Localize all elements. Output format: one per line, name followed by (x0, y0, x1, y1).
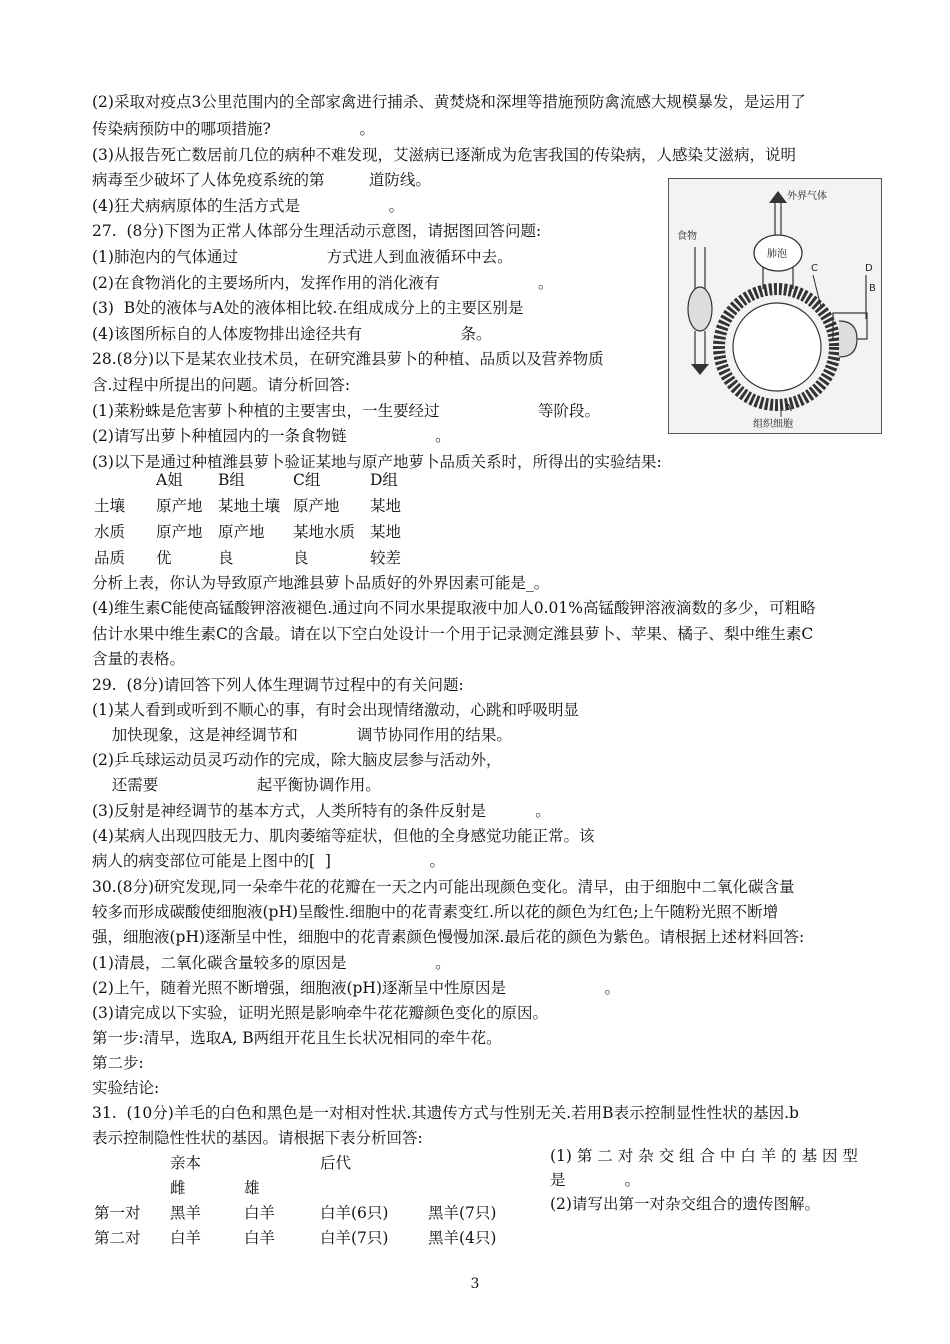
question-30-title: 30.(8分)研究发现,同一朵牵牛花的花瓣在一天之内可能出现颜色变化。清早，由于细胞中二氧化碳含量 (92, 878, 795, 896)
table-row-label: 水质 (94, 523, 126, 541)
question-29-title: 29. (8分)请回答下列人体生理调节过程中的有关问题: (92, 676, 464, 694)
table-header-cell: 后代 (320, 1154, 352, 1172)
table-cell: 白羊 (244, 1229, 276, 1247)
label-outside-gas: 外界气体 (787, 191, 827, 202)
table-header-cell: 亲本 (170, 1154, 202, 1172)
table-cell: 黑羊(7只) (428, 1204, 497, 1222)
ring-inner (733, 303, 821, 391)
text-line: (2)在食物消化的主要场所内，发挥作用的消化液有 。 (92, 274, 554, 292)
diagram-svg (669, 179, 881, 433)
table-cell: 黑羊 (170, 1204, 202, 1222)
text-line: 分析上表，你认为导致原产地潍县萝卜品质好的外界因素可能是_。 (92, 574, 550, 592)
text-line: (3)以下是通过种植潍县萝卜验证某地与原产地萝卜品质关系时，所得出的实验结果: (92, 453, 662, 471)
text-line: (4)狂犬病病原体的生活方式是 。 (92, 197, 405, 215)
text-line: 强，细胞液(pH)逐渐呈中性，细胞中的花青素颜色慢慢加深.最后花的颜色为紫色。请根据上述材料回答: (92, 928, 805, 946)
table-cell: 原产地 (218, 523, 265, 541)
table-header-cell: 雄 (244, 1179, 260, 1197)
text-line: 估计水果中维生素C的含最。请在以下空白处设计一个用于记录测定潍县萝卜、苹果、橘子、梨中维生素C (92, 625, 814, 643)
table-header-cell: D组 (370, 471, 398, 489)
table-row-label: 土壤 (94, 497, 126, 515)
text-line: 第一步:清早，选取A, B两组开花且生长状况相同的牵牛花。 (92, 1029, 502, 1047)
text-line: 第二步: (92, 1054, 144, 1072)
table-cell: 良 (218, 549, 234, 567)
text-line: (3)反射是神经调节的基本方式，人类所特有的条件反射是 。 (92, 802, 551, 820)
text-line: (4)该图所标自的人体废物排出途径共有 条。 (92, 325, 492, 343)
text-line: 病毒至少破坏了人体免疫系统的第 道防线。 (92, 171, 431, 189)
table-cell: 优 (156, 549, 172, 567)
text-line: (1)莱粉蛛是危害萝卜种植的主要害虫，一生要经过 等阶段。 (92, 402, 600, 420)
table-cell: 原产地 (156, 523, 203, 541)
table-cell: 原产地 (293, 497, 340, 515)
table-cell: 白羊 (170, 1229, 202, 1247)
label-a: A (785, 403, 792, 414)
text-line: (2)请写出萝卜种植园内的一条食物链 。 (92, 427, 451, 445)
label-b: B (869, 283, 876, 294)
table-header-cell: C组 (293, 471, 321, 489)
table-cell: 黑羊(4只) (428, 1229, 497, 1247)
table-cell: 原产地 (156, 497, 203, 515)
label-tissue-cells: 组织细胞 (753, 419, 793, 430)
text-line: 较多而形成碳酸使细胞液(pH)呈酸性.细胞中的花青素变红.所以花的颜色为红色;上午随粉光照不断增 (92, 903, 779, 921)
question-31-title: 31. (10分)羊毛的白色和黑色是一对相对性状.其遗传方式与性别无关.若用B表示控制显性性状的基因.b (92, 1104, 799, 1122)
table-cell: 某地水质 (293, 523, 356, 541)
table-cell: 白羊 (244, 1204, 276, 1222)
text-line: (4)某病人出现四肢无力、肌肉萎缩等症状，但他的全身感觉功能正常。该 (92, 827, 595, 845)
text-line: 还需要 起平衡协调作用。 (92, 776, 381, 794)
table-header-cell: B组 (218, 471, 245, 489)
text-line: (3) B处的液体与A处的液体相比较.在组成成分上的主要区别是 (92, 299, 524, 317)
kidney-shape (839, 321, 857, 357)
text-line: 传染病预防中的哪项措施? 。 (92, 120, 375, 138)
text-line: (3)请完成以下实验，证明光照是影响牵牛花花瓣颜色变化的原因。 (92, 1004, 548, 1022)
table-cell: 白羊(7只) (320, 1229, 389, 1247)
label-d: D (865, 263, 873, 274)
table-cell: 某地土壤 (218, 497, 281, 515)
page-number: 3 (470, 1276, 480, 1292)
table-cell: 良 (293, 549, 309, 567)
table-cell: 某地 (370, 497, 402, 515)
table-row-label: 第一对 (94, 1204, 141, 1222)
text-line: (2)乒乓球运动员灵巧动作的完成，除大脑皮层参与活动外， (92, 751, 502, 769)
text-line: (4)维生素C能使高锰酸钾溶液褪色.通过向不同水果提取液中加人0.01%高锰酸钾溶液滴数的多少，可粗略 (92, 599, 816, 617)
text-line: (1)某人看到或听到不顺心的事，有时会出现情绪激动，心跳和呼吸明显 (92, 701, 579, 719)
text-line: 是 。 (550, 1171, 641, 1189)
text-line: (3)从报告死亡数居前几位的病种不难发现，艾滋病已逐渐成为危害我国的传染病，人感染艾滋病，说明 (92, 146, 796, 164)
physiology-diagram (668, 178, 882, 434)
table-cell: 某地 (370, 523, 402, 541)
text-line: (2)采取对疫点3公里范围内的全部家禽进行捕杀、黄焚烧和深埋等措施预防禽流感大规模暴发，是运用了 (92, 93, 806, 111)
label-food: 食物 (677, 231, 697, 242)
text-line: 含.过程中所提出的问题。请分析回答: (92, 376, 351, 394)
text-line: 含量的表格。 (92, 650, 186, 668)
question-28-title: 28.(8分)以下是某农业技术员，在研究潍县萝卜的种植、品质以及营养物质 (92, 350, 604, 368)
table-cell: 白羊(6只) (320, 1204, 389, 1222)
table-row-label: 品质 (94, 549, 126, 567)
text-line: 表示控制隐性性状的基因。请根据下表分析回答: (92, 1129, 423, 1147)
question-27-title: 27. (8分)下图为正常人体部分生理活动示意图，请据图回答问题: (92, 222, 542, 240)
label-alveoli: 肺泡 (767, 249, 787, 260)
table-header-cell: 雌 (170, 1179, 186, 1197)
text-line: (1) 第 二 对 杂 交 组 合 中 白 羊 的 基 因 型 (550, 1147, 858, 1165)
stomach-shape (688, 287, 712, 331)
text-line: 加快现象，这是神经调节和 调节协同作用的结果。 (92, 726, 512, 744)
label-c: C (811, 263, 818, 274)
table-header-cell: A姐 (156, 471, 183, 489)
text-line: (1)清晨，二氧化碳含量较多的原因是 。 (92, 954, 451, 972)
text-line: (1)肺泡内的气体通过 方式进人到血液循环中去。 (92, 248, 513, 266)
text-line: 实验结论: (92, 1079, 160, 1097)
text-line: 病人的病变部位可能是上图中的[ ] 。 (92, 852, 445, 870)
table-cell: 较差 (370, 549, 402, 567)
text-line: (2)上午，随着光照不断增强，细胞液(pH)逐渐呈中性原因是 。 (92, 979, 621, 997)
down-arrow-icon (691, 364, 709, 375)
table-row-label: 第二对 (94, 1229, 141, 1247)
up-arrow-icon (769, 191, 787, 203)
text-line: (2)请写出第一对杂交组合的遗传图解。 (550, 1195, 820, 1213)
